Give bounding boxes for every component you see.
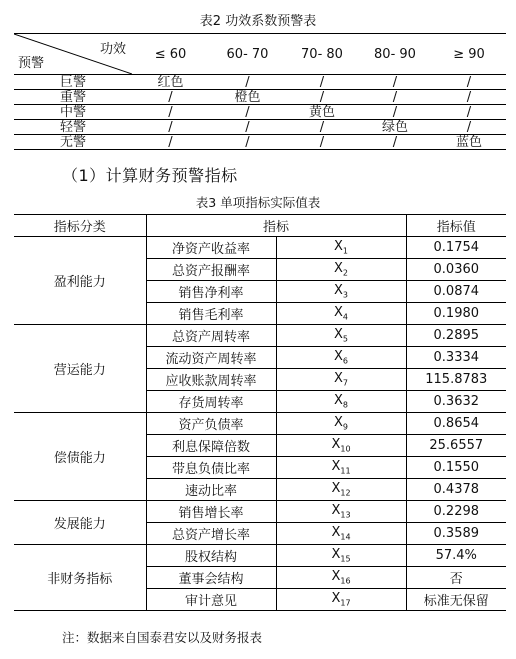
code-subscript: 10 (340, 444, 351, 454)
code-letter: X (331, 547, 341, 563)
code-letter: X (334, 261, 343, 277)
code-letter: X (334, 305, 343, 321)
indicator-value: 115.8783 (406, 369, 506, 391)
indicator-code (276, 303, 406, 325)
indicator-name: 存货周转率 (146, 391, 276, 413)
table-cell: / (209, 120, 286, 135)
table-cell: 绿色 (358, 120, 432, 135)
indicator-value: 0.8654 (406, 413, 506, 435)
indicator-name: 总资产周转率 (146, 325, 276, 347)
code-letter: X (331, 503, 341, 519)
code-letter: X (334, 283, 343, 299)
table-row (14, 75, 506, 90)
indicator-table (14, 214, 506, 611)
category-cell: 营运能力 (14, 325, 146, 413)
indicator-name: 利息保障倍数 (146, 435, 276, 457)
code-letter: X (334, 371, 343, 387)
table-cell: / (286, 75, 358, 90)
table-cell: / (432, 75, 506, 90)
column-header: ≥ 90 (432, 34, 506, 75)
indicator-code (276, 545, 406, 567)
code-letter: X (334, 349, 343, 365)
indicator-value: 0.0874 (406, 281, 506, 303)
category-cell: 偿债能力 (14, 413, 146, 501)
table-cell: / (209, 135, 286, 150)
table-cell: / (286, 120, 358, 135)
table2-title: 表2 功效系数预警表 (199, 14, 317, 29)
code-subscript: 1 (342, 246, 348, 256)
indicator-name: 审计意见 (146, 589, 276, 611)
indicator-code (276, 413, 406, 435)
indicator-value: 0.1550 (406, 457, 506, 479)
indicator-value: 0.3334 (406, 347, 506, 369)
table-row (14, 501, 506, 523)
table-cell: / (132, 135, 209, 150)
category-header: 指标分类 (14, 215, 146, 237)
section-heading: （1）计算财务预警指标 (62, 166, 238, 185)
indicator-value: 57.4% (406, 545, 506, 567)
indicator-value: 0.4378 (406, 479, 506, 501)
indicator-name: 带息负债比率 (146, 457, 276, 479)
code-subscript: 2 (342, 268, 348, 278)
indicator-code (276, 589, 406, 611)
table-cell: / (358, 90, 432, 105)
indicator-name: 股权结构 (146, 545, 276, 567)
table-row (14, 90, 506, 105)
code-subscript: 13 (340, 510, 351, 520)
table-cell: 橙色 (209, 90, 286, 105)
indicator-code (276, 391, 406, 413)
table-cell: 红色 (132, 75, 209, 90)
warning-level: 无警 (14, 135, 132, 150)
indicator-value: 0.2895 (406, 325, 506, 347)
indicator-name: 总资产报酬率 (146, 259, 276, 281)
indicator-code (276, 523, 406, 545)
code-subscript: 12 (340, 488, 351, 498)
indicator-value: 标准无保留 (406, 589, 506, 611)
diagonal-header-cell (14, 34, 132, 75)
table-cell: / (432, 120, 506, 135)
code-subscript: 3 (342, 290, 348, 300)
code-letter: X (334, 393, 343, 409)
indicator-value: 否 (406, 567, 506, 589)
table-cell: 蓝色 (432, 135, 506, 150)
column-header: ≤ 60 (132, 34, 209, 75)
code-subscript: 4 (342, 312, 348, 322)
corner-label-warning: 预警 (18, 56, 45, 71)
indicator-code (276, 325, 406, 347)
warning-level: 中警 (14, 105, 132, 120)
column-header: 70- 80 (286, 34, 358, 75)
indicator-name: 销售净利率 (146, 281, 276, 303)
table-row (14, 413, 506, 435)
category-cell: 发展能力 (14, 501, 146, 545)
code-subscript: 17 (340, 598, 351, 608)
indicator-name: 应收账款周转率 (146, 369, 276, 391)
source-note: 注：数据来自国泰君安以及财务报表 (62, 630, 263, 645)
code-subscript: 5 (342, 334, 348, 344)
code-subscript: 14 (340, 532, 351, 542)
corner-label-efficacy: 功效 (99, 42, 126, 57)
table-row (14, 325, 506, 347)
indicator-code (276, 567, 406, 589)
table-cell: / (132, 90, 209, 105)
code-letter: X (331, 569, 341, 585)
indicator-name: 净资产收益率 (146, 237, 276, 259)
indicator-table-header (14, 215, 506, 237)
table-cell: / (132, 105, 209, 120)
code-subscript: 11 (340, 466, 351, 476)
code-letter: X (331, 437, 341, 453)
table-row (14, 120, 506, 135)
table-cell: / (286, 135, 358, 150)
indicator-name: 总资产增长率 (146, 523, 276, 545)
code-letter: X (334, 415, 343, 431)
indicator-name: 董事会结构 (146, 567, 276, 589)
indicator-header: 指标 (146, 215, 406, 237)
category-cell: 非财务指标 (14, 545, 146, 611)
table-cell: / (286, 90, 358, 105)
code-letter: X (331, 481, 341, 497)
code-subscript: 8 (342, 400, 348, 410)
indicator-code (276, 281, 406, 303)
table-row (14, 545, 506, 567)
warning-table (14, 33, 506, 150)
table-row (14, 237, 506, 259)
table-cell: / (432, 105, 506, 120)
indicator-value: 0.3589 (406, 523, 506, 545)
indicator-value: 0.2298 (406, 501, 506, 523)
code-subscript: 16 (340, 576, 351, 586)
indicator-code (276, 259, 406, 281)
indicator-code (276, 237, 406, 259)
code-subscript: 15 (340, 554, 351, 564)
code-letter: X (334, 327, 343, 343)
indicator-code (276, 369, 406, 391)
indicator-name: 资产负债率 (146, 413, 276, 435)
indicator-value: 25.6557 (406, 435, 506, 457)
column-header: 80- 90 (358, 34, 432, 75)
warning-level: 重警 (14, 90, 132, 105)
table-cell: / (432, 90, 506, 105)
indicator-code (276, 347, 406, 369)
warning-level: 巨警 (14, 75, 132, 90)
table-row (14, 135, 506, 150)
code-letter: X (331, 525, 341, 541)
code-letter: X (331, 591, 341, 607)
category-cell: 盈利能力 (14, 237, 146, 325)
code-subscript: 7 (342, 378, 348, 388)
table-cell: 黄色 (286, 105, 358, 120)
indicator-code (276, 501, 406, 523)
indicator-name: 销售毛利率 (146, 303, 276, 325)
warning-table-header (14, 34, 506, 75)
table-cell: / (209, 75, 286, 90)
indicator-value: 0.0360 (406, 259, 506, 281)
table-cell: / (209, 105, 286, 120)
code-subscript: 6 (342, 356, 348, 366)
value-header: 指标值 (406, 215, 506, 237)
indicator-code (276, 435, 406, 457)
indicator-name: 销售增长率 (146, 501, 276, 523)
table-row (14, 105, 506, 120)
table-cell: / (132, 120, 209, 135)
indicator-code (276, 457, 406, 479)
table-cell: / (358, 135, 432, 150)
indicator-name: 流动资产周转率 (146, 347, 276, 369)
warning-level: 轻警 (14, 120, 132, 135)
table-cell: / (358, 105, 432, 120)
indicator-name: 速动比率 (146, 479, 276, 501)
column-header: 60- 70 (209, 34, 286, 75)
indicator-code (276, 479, 406, 501)
code-subscript: 9 (342, 422, 348, 432)
table3-title: 表3 单项指标实际值表 (195, 195, 321, 210)
table-cell: / (358, 75, 432, 90)
code-letter: X (334, 239, 343, 255)
indicator-value: 0.1980 (406, 303, 506, 325)
indicator-value: 0.1754 (406, 237, 506, 259)
cropped-text-fragment (0, 0, 516, 6)
code-letter: X (331, 459, 341, 475)
indicator-value: 0.3632 (406, 391, 506, 413)
